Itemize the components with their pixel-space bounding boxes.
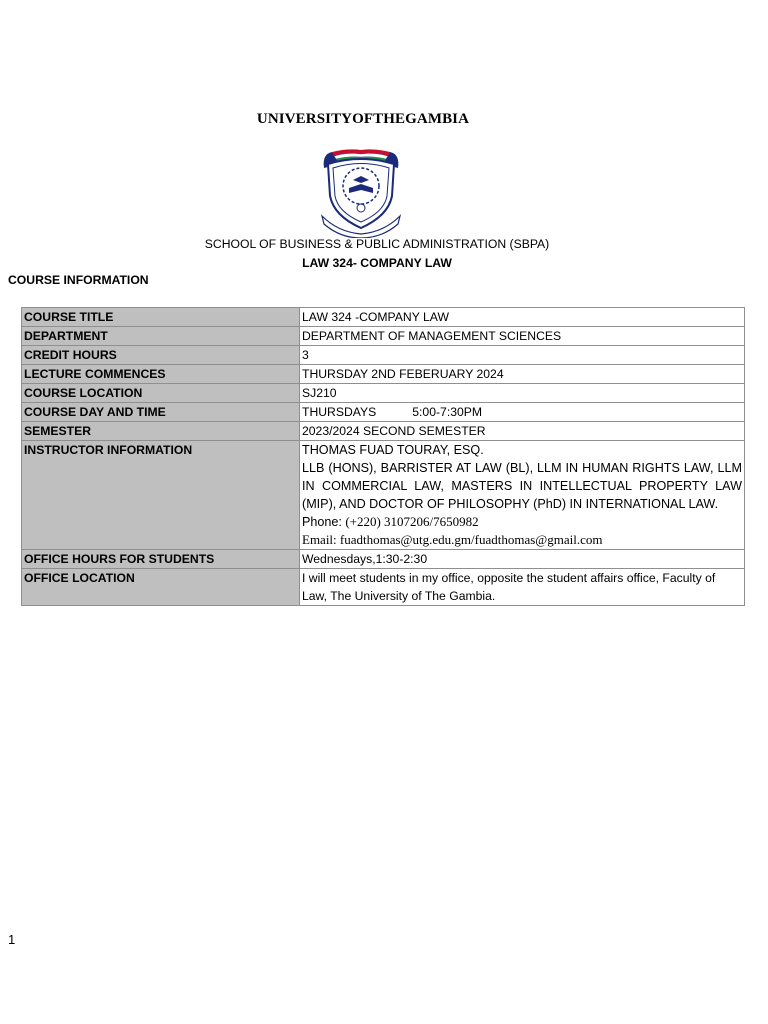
row-label: INSTRUCTOR INFORMATION xyxy=(22,441,300,550)
row-label: COURSE DAY AND TIME xyxy=(22,403,300,422)
course-time: 5:00-7:30PM xyxy=(412,405,483,419)
instructor-phone-line xyxy=(302,513,742,531)
row-value: THURSDAY 2ND FEBERUARY 2024 xyxy=(300,365,745,384)
table-row xyxy=(22,384,745,403)
section-heading: COURSE INFORMATION xyxy=(8,273,149,287)
phone-label: Phone: xyxy=(302,515,342,529)
row-label: OFFICE LOCATION xyxy=(22,569,300,606)
row-value: SJ210 xyxy=(300,384,745,403)
row-label: DEPARTMENT xyxy=(22,327,300,346)
page-number: 1 xyxy=(8,932,16,947)
table-row xyxy=(22,346,745,365)
row-value: 3 xyxy=(300,346,745,365)
row-value: DEPARTMENT OF MANAGEMENT SCIENCES xyxy=(300,327,745,346)
row-label: SEMESTER xyxy=(22,422,300,441)
course-code-title: LAW 324- COMPANY LAW xyxy=(302,256,452,270)
course-information-table xyxy=(21,307,745,606)
row-value: LAW 324 -COMPANY LAW xyxy=(300,308,745,327)
school-name: SCHOOL OF BUSINESS & PUBLIC ADMINISTRATION (SBPA) xyxy=(204,237,550,251)
table-row xyxy=(22,308,745,327)
instructor-info xyxy=(300,441,745,550)
table-row xyxy=(22,569,745,606)
instructor-qualifications: LLB (HONS), BARRISTER AT LAW (BL), LLM IN HUMAN RIGHTS LAW, LLM IN COMMERCIAL LAW, MASTERS IN INTELLECTUAL PROPERTY LAW (MIP), AND DOCTOR OF PHILOSOPHY (PhD) IN INTERNATIONAL LAW. xyxy=(302,461,742,511)
row-label: LECTURE COMMENCES xyxy=(22,365,300,384)
table-row xyxy=(22,441,745,550)
row-value: I will meet students in my office, opposite the student affairs office, Faculty of Law, The University of The Gambia. xyxy=(300,569,745,606)
table-row xyxy=(22,327,745,346)
row-label: COURSE TITLE xyxy=(22,308,300,327)
course-day: THURSDAYS xyxy=(302,405,377,419)
row-value: 2023/2024 SECOND SEMESTER xyxy=(300,422,745,441)
row-value xyxy=(300,403,745,422)
row-value: Wednesdays,1:30-2:30 xyxy=(300,550,745,569)
table-row xyxy=(22,550,745,569)
table-row xyxy=(22,365,745,384)
instructor-name: THOMAS FUAD TOURAY, ESQ. xyxy=(302,443,484,457)
row-label: CREDIT HOURS xyxy=(22,346,300,365)
row-label: OFFICE HOURS FOR STUDENTS xyxy=(22,550,300,569)
instructor-phone: (+220) 3107206/7650982 xyxy=(345,514,479,529)
university-crest-icon xyxy=(318,146,404,238)
instructor-email: Email: fuadthomas@utg.edu.gm/fuadthomas@gmail.com xyxy=(302,532,603,547)
row-label: COURSE LOCATION xyxy=(22,384,300,403)
table-row xyxy=(22,422,745,441)
university-title: UNIVERSITYOFTHEGAMBIA xyxy=(256,111,470,127)
table-row xyxy=(22,403,745,422)
